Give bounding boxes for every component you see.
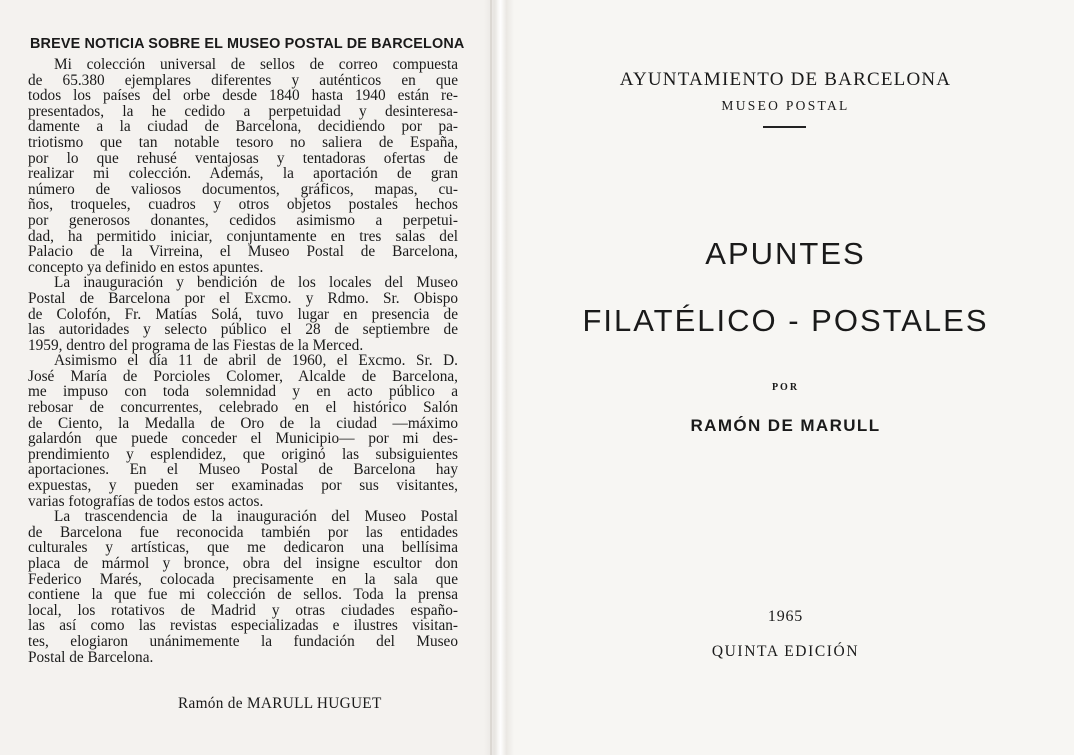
body-line: realizar mi colección. Además, la aportación de gran <box>28 165 458 183</box>
body-line: expuestas, y pueden ser examinadas por sus visitantes, <box>28 477 458 495</box>
body-line: Federico Marés, colocada precisamente en la sala que <box>28 570 458 588</box>
body-line: por generosos donantes, cedidos asimismo a perpetui- <box>28 211 458 229</box>
page-fold <box>484 0 514 755</box>
body-line: de Colofón, Fr. Matías Solá, tuvo lugar en presencia de <box>28 305 458 323</box>
institution-name: AYUNTAMIENTO DE BARCELONA <box>619 69 952 90</box>
body-line: Asimismo el día 11 de abril de 1960, el Excmo. Sr. D. <box>54 352 458 370</box>
body-line: galardón que puede conceder el Municipio— por mi des- <box>28 430 458 448</box>
body-line: prendimiento y esplendidez, que originó las subsiguientes <box>28 445 458 463</box>
body-line: La trascendencia de la inauguración del Museo Postal <box>54 508 458 526</box>
body-line: ños, troqueles, cuadros y otros objetos postales hechos <box>28 196 458 214</box>
body-line: de Barcelona fue reconocida también por las entidades <box>28 523 458 541</box>
author-name: RAMÓN DE MARULL <box>690 416 881 435</box>
body-line: damente a la ciudad de Barcelona, decidiendo por pa- <box>28 118 458 136</box>
body-line: de Ciento, la Medalla de Oro de la ciudad —máximo <box>28 414 458 432</box>
body-line: las así como las revistas especializadas e ilustres visitan- <box>28 617 458 635</box>
body-line: placa de mármol y bronce, obra del insigne escultor don <box>28 555 458 572</box>
body-line: por lo que rehusé ventajosas y tentadoras ofertas de <box>28 149 458 167</box>
body-line: 1959, dentro del programa de las Fiestas de la Merced. <box>28 336 364 354</box>
institution-subtitle: MUSEO POSTAL <box>721 98 850 113</box>
body-line: Palacio de la Virreina, el Museo Postal de Barcelona, <box>28 243 458 261</box>
body-line: La inauguración y bendición de los locales del Museo <box>54 274 458 292</box>
body-line: número de valiosos documentos, gráficos, mapas, cu- <box>28 180 458 198</box>
publication-year: 1965 <box>767 608 804 625</box>
body-line: tes, elogiaron unánimemente la fundación del Museo <box>28 632 458 650</box>
left-page <box>0 0 497 755</box>
body-line: presentados, la he cedido a perpetuidad y desinteresa- <box>28 102 458 120</box>
body-line: varias fotografías de todos estos actos. <box>28 492 264 510</box>
divider-rule <box>763 126 806 128</box>
body-line: Postal de Barcelona por el Excmo. y Rdmo. Sr. Obispo <box>28 289 458 307</box>
body-line: de 65.380 ejemplares diferentes y auténticos en que <box>28 71 458 89</box>
body-line: Mi colección universal de sellos de correo compuesta <box>54 56 458 73</box>
body-line: dad, ha permitido iniciar, conjuntamente en tres salas del <box>28 227 458 245</box>
edition-label: QUINTA EDICIÓN <box>711 643 860 660</box>
body-line: me impuso con toda solemnidad y en acto público a <box>28 383 458 401</box>
body-line: concepto ya definido en estos apuntes. <box>28 258 264 276</box>
body-line: rebosar de concurrentes, celebrado en el histórico Salón <box>28 399 458 417</box>
book-title-line2: FILATÉLICO - POSTALES <box>582 303 989 338</box>
body-line: triotismo que tan notable tesoro no saliera de España, <box>28 133 458 151</box>
article-body <box>28 57 458 665</box>
by-label: POR <box>771 382 800 393</box>
body-line: culturales y artísticas, que me dedicaron una bellísima <box>28 539 458 557</box>
body-line: aportaciones. En el Museo Postal de Barcelona hay <box>28 461 458 479</box>
body-line: local, los rotativos de Madrid y otras ciudades españo- <box>28 601 458 619</box>
page-fold-edge <box>490 0 492 755</box>
body-line: todos los países del orbe desde 1840 hasta 1940 están re- <box>28 87 458 105</box>
right-page <box>497 0 1074 755</box>
body-line: José María de Porcioles Colomer, Alcalde de Barcelona, <box>28 367 458 385</box>
body-line: contiene la que fue mi colección de sellos. Toda la prensa <box>28 586 458 604</box>
article-heading: BREVE NOTICIA SOBRE EL MUSEO POSTAL DE BARCELONA <box>30 36 465 52</box>
body-line: las autoridades y selecto público el 28 de septiembre de <box>28 321 458 339</box>
body-line: Postal de Barcelona. <box>28 648 154 666</box>
signature: Ramón de MARULL HUGUET <box>178 695 382 712</box>
book-title-line1: APUNTES <box>705 236 866 271</box>
